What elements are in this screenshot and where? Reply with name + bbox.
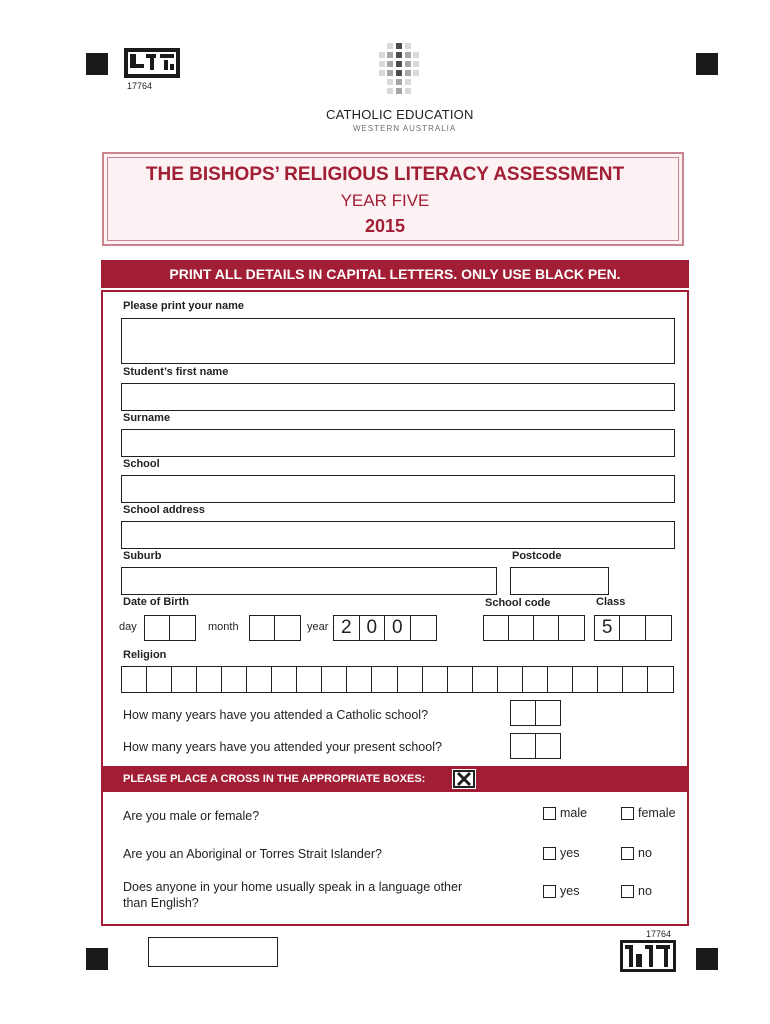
- religion-cells[interactable]: [121, 666, 674, 693]
- school-code-cell[interactable]: [534, 616, 559, 640]
- language-question-line2: than English?: [123, 896, 199, 910]
- religion-cell[interactable]: [423, 667, 448, 692]
- cross-icon: [453, 770, 475, 788]
- female-checkbox[interactable]: [621, 807, 634, 820]
- instructions-banner: PRINT ALL DETAILS IN CAPITAL LETTERS. ONLY USE BLACK PEN.: [101, 260, 689, 288]
- form-id-top: 17764: [127, 81, 153, 91]
- years-present-question: How many years have you attended your present school?: [123, 740, 442, 754]
- month-cells[interactable]: [249, 615, 301, 641]
- religion-cell[interactable]: [372, 667, 397, 692]
- religion-label: Religion: [123, 649, 167, 661]
- class-cells[interactable]: [594, 615, 672, 641]
- religion-cell[interactable]: [297, 667, 322, 692]
- school-code-cell[interactable]: [509, 616, 534, 640]
- assessment-title: THE BISHOPS’ RELIGIOUS LITERACY ASSESSMENT: [145, 164, 625, 185]
- year-cells[interactable]: [333, 615, 437, 641]
- language-no-checkbox[interactable]: [621, 885, 634, 898]
- indigenous-no-checkbox[interactable]: [621, 847, 634, 860]
- religion-cell[interactable]: [147, 667, 172, 692]
- gender-question: Are you male or female?: [123, 809, 260, 823]
- religion-cell[interactable]: [448, 667, 473, 692]
- cross-instructions-banner: PLEASE PLACE A CROSS IN THE APPROPRIATE BOXES:: [101, 766, 689, 792]
- day-label: day: [119, 621, 137, 633]
- years-catholic-cells[interactable]: [510, 700, 561, 726]
- religion-cell[interactable]: [473, 667, 498, 692]
- form-barcode-top: [124, 48, 180, 78]
- language-question-line1: Does anyone in your home usually speak in a language other: [123, 880, 463, 894]
- religion-cell[interactable]: [172, 667, 197, 692]
- religion-cell[interactable]: [197, 667, 222, 692]
- organisation-region: WESTERN AUSTRALIA: [353, 124, 457, 133]
- catholic-education-logo: [376, 42, 422, 100]
- years-catholic-cell[interactable]: [536, 701, 560, 725]
- religion-cell[interactable]: [523, 667, 548, 692]
- assessment-year: 2015: [364, 216, 406, 236]
- year-cell[interactable]: 2: [334, 616, 360, 640]
- registration-mark-bottom-left: [86, 948, 108, 970]
- registration-mark-top-left: [86, 53, 108, 75]
- class-cell[interactable]: [620, 616, 645, 640]
- religion-cell[interactable]: [272, 667, 297, 692]
- year-cell[interactable]: 0: [360, 616, 386, 640]
- religion-cell[interactable]: [398, 667, 423, 692]
- school-code-label: School code: [485, 597, 551, 609]
- years-present-cells[interactable]: [510, 733, 561, 759]
- day-cell[interactable]: [145, 616, 170, 640]
- assessment-level: YEAR FIVE: [340, 191, 430, 210]
- registration-mark-bottom-right: [696, 948, 718, 970]
- religion-cell[interactable]: [122, 667, 147, 692]
- religion-cell[interactable]: [548, 667, 573, 692]
- year-cell[interactable]: 0: [385, 616, 411, 640]
- year-cell[interactable]: [411, 616, 436, 640]
- suburb-label: Suburb: [123, 550, 162, 562]
- date-of-birth-label: Date of Birth: [123, 596, 189, 608]
- school-code-cells[interactable]: [483, 615, 585, 641]
- surname-field[interactable]: [121, 429, 675, 457]
- religion-cell[interactable]: [573, 667, 598, 692]
- postcode-label: Postcode: [512, 550, 562, 562]
- suburb-field[interactable]: [121, 567, 497, 595]
- registration-mark-top-right: [696, 53, 718, 75]
- religion-cell[interactable]: [322, 667, 347, 692]
- religion-cell[interactable]: [247, 667, 272, 692]
- class-cell[interactable]: [646, 616, 671, 640]
- sample-cross-box: [452, 769, 476, 789]
- indigenous-question: Are you an Aboriginal or Torres Strait Islander?: [123, 847, 382, 861]
- religion-cell[interactable]: [623, 667, 648, 692]
- language-yes-label: yes: [560, 884, 580, 898]
- form-barcode-bottom: [620, 940, 676, 972]
- language-no-label: no: [638, 884, 652, 898]
- form-id-bottom: 17764: [646, 929, 672, 939]
- school-code-cell[interactable]: [484, 616, 509, 640]
- years-catholic-question: How many years have you attended a Catholic school?: [123, 708, 429, 722]
- office-use-box: [148, 937, 278, 967]
- organisation-name: CATHOLIC EDUCATION: [326, 107, 474, 122]
- day-cell[interactable]: [170, 616, 195, 640]
- school-address-label: School address: [123, 504, 205, 516]
- religion-cell[interactable]: [498, 667, 523, 692]
- surname-label: Surname: [123, 412, 171, 424]
- male-checkbox[interactable]: [543, 807, 556, 820]
- postcode-field[interactable]: [510, 567, 609, 595]
- years-present-cell[interactable]: [511, 734, 536, 758]
- print-name-field[interactable]: [121, 318, 675, 364]
- religion-cell[interactable]: [222, 667, 247, 692]
- indigenous-no-label: no: [638, 846, 652, 860]
- school-address-field[interactable]: [121, 521, 675, 549]
- class-cell[interactable]: 5: [595, 616, 620, 640]
- print-name-label: Please print your name: [123, 300, 245, 312]
- female-option-label: female: [638, 806, 676, 820]
- indigenous-yes-label: yes: [560, 846, 580, 860]
- school-field[interactable]: [121, 475, 675, 503]
- male-option-label: male: [560, 806, 588, 820]
- religion-cell[interactable]: [347, 667, 372, 692]
- years-present-cell[interactable]: [536, 734, 560, 758]
- day-cells[interactable]: [144, 615, 196, 641]
- month-cell[interactable]: [275, 616, 300, 640]
- month-cell[interactable]: [250, 616, 275, 640]
- class-label: Class: [596, 596, 626, 608]
- first-name-label: Student’s first name: [123, 366, 229, 378]
- years-catholic-cell[interactable]: [511, 701, 536, 725]
- language-yes-checkbox[interactable]: [543, 885, 556, 898]
- year-label: year: [307, 621, 329, 633]
- first-name-field[interactable]: [121, 383, 675, 411]
- school-label: School: [123, 458, 160, 470]
- religion-cell[interactable]: [598, 667, 623, 692]
- school-code-cell[interactable]: [559, 616, 584, 640]
- indigenous-yes-checkbox[interactable]: [543, 847, 556, 860]
- month-label: month: [208, 621, 239, 633]
- religion-cell[interactable]: [648, 667, 673, 692]
